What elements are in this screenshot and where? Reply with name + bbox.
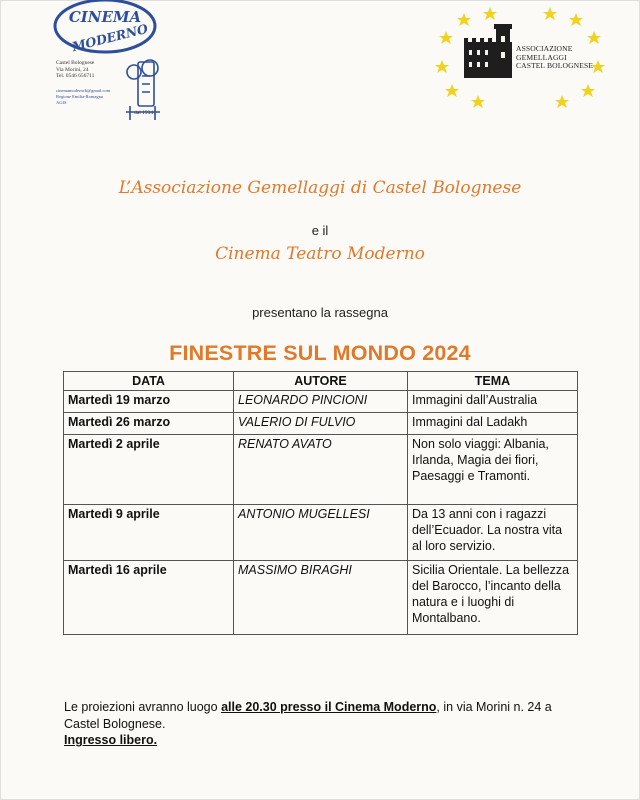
- row-author: VALERIO DI FULVIO: [234, 413, 408, 435]
- venue-note-post: , in via Morini n. 24 a Castel Bolognese.: [64, 700, 552, 731]
- venue-note-pre: Le proiezioni avranno luogo: [64, 700, 222, 714]
- associazione-name: ASSOCIAZIONE GEMELLAGGI CASTEL BOLOGNESE: [516, 44, 594, 71]
- presentano-line: presentano la rassegna: [252, 305, 388, 320]
- organizer-line: L’Associazione Gemellaggi di Castel Bolognese: [118, 178, 522, 198]
- table-row: [64, 391, 578, 413]
- free-entry-note: Ingresso libero.: [64, 733, 158, 747]
- table-row: [64, 561, 578, 635]
- conjunction-line: e il: [311, 223, 329, 238]
- venue-note: [64, 699, 564, 733]
- row-date: Martedì 16 aprile: [64, 561, 234, 635]
- column-header-data: DATA: [64, 372, 234, 391]
- cinema-wordmark-bottom: MODERNO: [70, 20, 150, 55]
- row-theme: Sicilia Orientale. La bellezza del Barocco, l’incanto della natura e i luoghi di Montalbano.: [408, 561, 578, 635]
- cinema-contacts: cinemamoderncb@gmail.com Regione Emilia-Romagna AGIS: [56, 88, 111, 105]
- table-header-row: [64, 372, 578, 391]
- table-row: [64, 435, 578, 505]
- table-row: [64, 413, 578, 435]
- row-theme: Da 13 anni con i ragazzi dell’Ecuador. La nostra vita al loro servizio.: [408, 505, 578, 561]
- column-header-autore: AUTORE: [234, 372, 408, 391]
- cinema-wordmark-top: CINEMA: [68, 8, 142, 26]
- row-theme: Immagini dall’Australia: [408, 391, 578, 413]
- row-author: RENATO AVATO: [234, 435, 408, 505]
- row-date: Martedì 19 marzo: [64, 391, 234, 413]
- row-date: Martedì 2 aprile: [64, 435, 234, 505]
- column-header-tema: TEMA: [408, 372, 578, 391]
- row-date: Martedì 9 aprile: [64, 505, 234, 561]
- cinema-name-line: Cinema Teatro Moderno: [215, 244, 425, 264]
- table-row: [64, 505, 578, 561]
- schedule-table: [63, 371, 578, 635]
- row-author: ANTONIO MUGELLESI: [234, 505, 408, 561]
- venue-note-time-place: alle 20.30 presso il Cinema Moderno: [221, 700, 437, 714]
- cinema-since: dal 1934: [134, 110, 154, 116]
- row-author: MASSIMO BIRAGHI: [234, 561, 408, 635]
- event-title: FINESTRE SUL MONDO 2024: [169, 341, 471, 365]
- cinema-address: Castel Bolognese Via Morini, 24 Tel. 0546 656711: [56, 60, 95, 80]
- row-theme: Non solo viaggi: Albania, Irlanda, Magia dei fiori, Paesaggi e Tramonti.: [408, 435, 578, 505]
- row-author: LEONARDO PINCIONI: [234, 391, 408, 413]
- row-theme: Immagini dal Ladakh: [408, 413, 578, 435]
- row-date: Martedì 26 marzo: [64, 413, 234, 435]
